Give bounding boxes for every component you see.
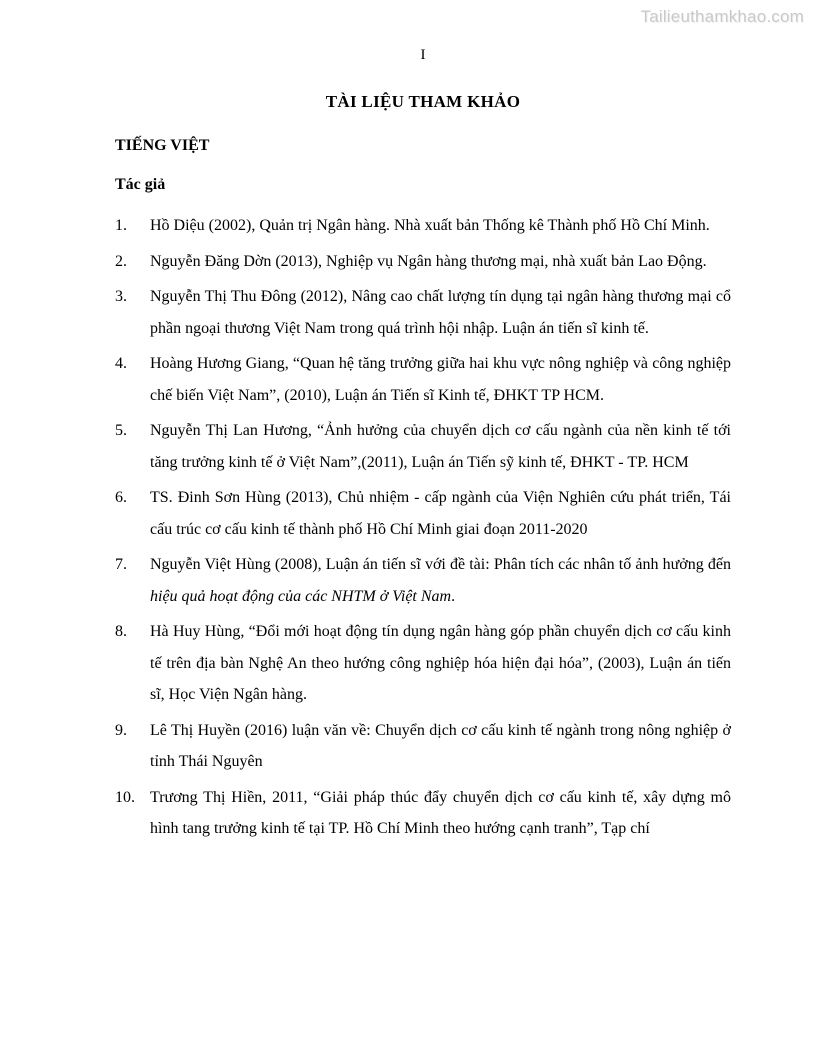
subsection-heading-author: Tác giả [115, 176, 166, 193]
reference-text: Hoàng Hương Giang, “Quan hệ tăng trưởng giữa hai khu vực nông nghiệp và công nghiệp chế biến Việt Nam”, (2010), Luận án Tiến sĩ Kinh tế, ĐHKT TP HCM. [150, 355, 731, 404]
reference-text: Lê Thị Huyền (2016) luận văn về: Chuyển dịch cơ cấu kinh tế ngành trong nông nghiệp ở tỉnh Thái Nguyên [150, 721, 731, 770]
reference-item-4 [115, 348, 731, 411]
reference-number: 5. [115, 422, 127, 439]
reference-text: TS. Đinh Sơn Hùng (2013), Chủ nhiệm - cấp ngành của Viện Nghiên cứu phát triển, Tái cấu trúc cơ cấu kinh tế thành phố Hồ Chí Minh giai đoạn 2011-2020 [150, 489, 731, 538]
reference-item-8 [115, 616, 731, 711]
reference-item-3 [115, 281, 731, 344]
watermark-text: Tailieuthamkhao.com [640, 7, 804, 26]
reference-item-1 [115, 210, 731, 242]
reference-text-roman: Nguyễn Việt Hùng (2008), Luận án tiến sĩ với đề tài: Phân tích các nhân tố ảnh hưởng đến [150, 556, 731, 573]
reference-number: 4. [115, 355, 127, 372]
reference-text [150, 549, 731, 612]
reference-text: Nguyễn Thị Thu Đông (2012), Nâng cao chất lượng tín dụng tại ngân hàng thương mại cổ phần ngoại thương Việt Nam trong quá trình hội nhập. Luận án tiến sĩ kinh tế. [150, 288, 731, 337]
reference-item-10 [115, 782, 731, 845]
reference-list [115, 210, 731, 845]
page-number: I [420, 47, 426, 63]
reference-number: 9. [115, 721, 127, 739]
reference-text: Trương Thị Hiền, 2011, “Giải pháp thúc đẩy chuyển dịch cơ cấu kinh tế, xây dựng mô hình tang trưởng kinh tế tại TP. Hồ Chí Minh theo hướng cạnh tranh”, Tạp chí [150, 788, 731, 837]
reference-number: 8. [115, 623, 127, 640]
reference-item-2 [115, 246, 731, 278]
section-heading-vietnamese: TIẾNG VIỆT [115, 137, 210, 154]
reference-text: Nguyễn Thị Lan Hương, “Ảnh hưởng của chuyển dịch cơ cấu ngành của nền kinh tế tới tăng trưởng kinh tế ở Việt Nam”,(2011), Luận án Tiến sỹ kinh tế, ĐHKT - TP. HCM [150, 422, 731, 471]
reference-number: 10. [115, 788, 135, 806]
reference-item-7 [115, 549, 731, 612]
reference-number: 3. [115, 288, 127, 305]
reference-text-italic: hiệu quả hoạt động của các NHTM ở Việt Nam [150, 587, 452, 605]
reference-number: 1. [115, 217, 127, 234]
reference-item-9 [115, 715, 731, 778]
reference-number: 6. [115, 489, 127, 506]
reference-item-5 [115, 415, 731, 478]
reference-item-6 [115, 482, 731, 545]
page-content [115, 0, 731, 849]
reference-text: Hồ Diệu (2002), Quản trị Ngân hàng. Nhà xuất bản Thống kê Thành phố Hồ Chí Minh. [150, 217, 710, 234]
reference-text-roman: . [451, 587, 456, 605]
reference-text: Hà Huy Hùng, “Đổi mới hoạt động tín dụng ngân hàng góp phần chuyển dịch cơ cấu kinh tế trên địa bàn Nghệ An theo hướng công nghiệp hóa hiện đại hóa”, (2003), Luận án tiến sĩ, Học Viện Ngân hàng. [150, 623, 731, 703]
document-title: TÀI LIỆU THAM KHẢO [325, 92, 521, 111]
reference-number: 2. [115, 252, 127, 270]
reference-text: Nguyễn Đăng Dờn (2013), Nghiệp vụ Ngân hàng thương mại, nhà xuất bản Lao Động. [150, 252, 707, 270]
reference-number: 7. [115, 556, 127, 573]
